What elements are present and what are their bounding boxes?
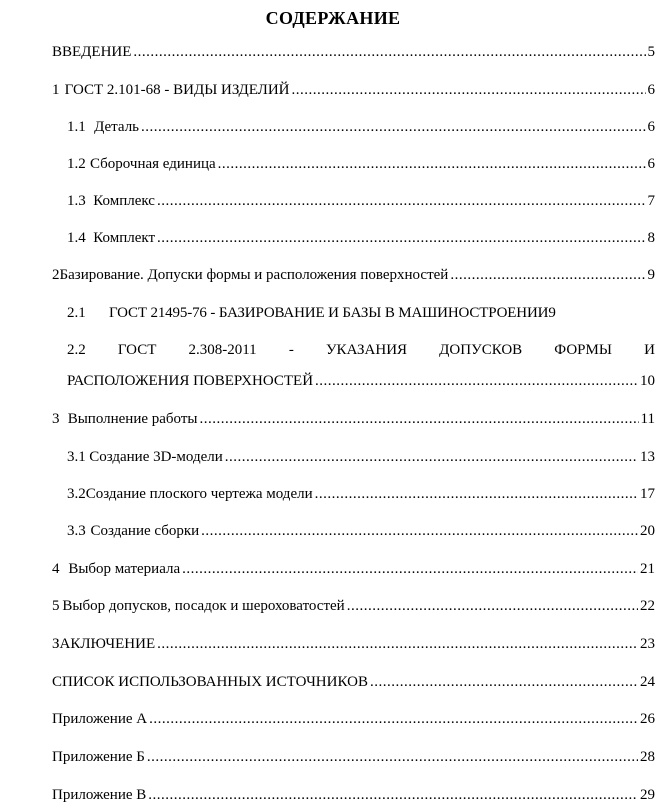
toc-entry-number: 2 xyxy=(52,267,60,283)
toc-entry-word: ДОПУСКОВ xyxy=(439,342,523,358)
toc-entry-number: 3.1 xyxy=(67,449,86,465)
toc-title: СОДЕРЖАНИЕ xyxy=(265,8,401,28)
toc-entry-page: 13 xyxy=(640,449,655,465)
toc-entry-label: ВВЕДЕНИЕ xyxy=(52,44,132,60)
toc-entry-3-1[interactable] xyxy=(67,448,655,467)
toc-entry-number: 3.3 xyxy=(67,523,86,539)
toc-entry-page: 8 xyxy=(647,230,655,246)
toc-entry-page: 23 xyxy=(640,636,655,652)
toc-entry-page: 6 xyxy=(647,156,655,172)
toc-entry-1-4[interactable] xyxy=(67,229,655,248)
toc-entry-3-2[interactable] xyxy=(67,485,655,504)
toc-entry-label: Комплекс xyxy=(93,193,155,209)
toc-entry-page: 24 xyxy=(640,674,655,690)
toc-entry-section-5[interactable] xyxy=(52,597,655,616)
toc-entry-label: Приложение В xyxy=(52,787,147,803)
leader-dots xyxy=(450,266,645,285)
toc-entry-number: 2.1 xyxy=(67,305,86,321)
toc-entry-section-3[interactable] xyxy=(52,410,655,429)
toc-entry-2-1[interactable] xyxy=(67,304,657,323)
toc-entry-label: ГОСТ 2.101-68 - ВИДЫ ИЗДЕЛИЙ xyxy=(64,82,290,98)
toc-entry-1-2[interactable] xyxy=(67,155,655,174)
toc-entry-page: 26 xyxy=(640,711,655,727)
toc-entry-page: 28 xyxy=(640,749,655,765)
leader-dots xyxy=(347,597,638,616)
toc-entry-number: 4 xyxy=(52,561,60,577)
toc-entry-word: И xyxy=(644,342,655,358)
toc-entry-number: 1.3 xyxy=(67,193,86,209)
leader-dots xyxy=(157,635,638,654)
toc-entry-label: Базирование. Допуски формы и расположения поверхностей xyxy=(59,267,449,283)
leader-dots xyxy=(133,43,645,62)
leader-dots xyxy=(157,192,646,211)
toc-entry-word: ФОРМЫ xyxy=(554,342,612,358)
toc-entry-page: 29 xyxy=(640,787,655,803)
toc-entry-number: 1.1 xyxy=(67,119,86,135)
toc-entry-2-2-line1[interactable] xyxy=(67,341,655,360)
toc-entry-appendix-a[interactable] xyxy=(52,710,655,729)
toc-entry-page: 20 xyxy=(640,523,655,539)
toc-entry-references[interactable] xyxy=(52,673,655,692)
toc-entry-label: ГОСТ 21495-76 - БАЗИРОВАНИЕ И БАЗЫ В МАШИНОСТРОЕНИИ xyxy=(109,305,549,321)
toc-entry-page: 9 xyxy=(647,267,655,283)
leader-dots xyxy=(147,748,638,767)
leader-dots xyxy=(315,485,638,504)
toc-entry-introduction[interactable] xyxy=(52,43,655,62)
toc-entry-page: 5 xyxy=(647,44,655,60)
leader-dots xyxy=(315,372,638,391)
leader-dots xyxy=(292,81,646,100)
toc-entry-section-1[interactable] xyxy=(52,81,655,100)
toc-entry-label: Создание сборки xyxy=(90,523,200,539)
toc-entry-appendix-v[interactable] xyxy=(52,786,655,805)
toc-entry-word: УКАЗАНИЯ xyxy=(325,342,408,358)
toc-entry-page: 6 xyxy=(647,82,655,98)
toc-entry-section-4[interactable] xyxy=(52,560,655,579)
leader-dots xyxy=(141,118,645,137)
toc-entry-conclusion[interactable] xyxy=(52,635,655,654)
toc-entry-1-3[interactable] xyxy=(67,192,655,211)
toc-entry-word: 2.308-2011 xyxy=(188,342,257,358)
toc-entry-number: 2.2 xyxy=(67,342,86,358)
leader-dots xyxy=(157,229,645,248)
toc-entry-label: Выполнение работы xyxy=(67,411,198,427)
toc-entry-label: Выбор допусков, посадок и шероховатостей xyxy=(62,598,345,614)
leader-dots xyxy=(200,410,639,429)
toc-entry-number: 3.2 xyxy=(67,486,86,502)
toc-entry-label: Создание 3D-модели xyxy=(89,449,223,465)
toc-entry-section-2[interactable] xyxy=(52,266,655,285)
toc-entry-page: 7 xyxy=(647,193,655,209)
toc-entry-word: - xyxy=(288,342,294,358)
toc-entry-label: РАСПОЛОЖЕНИЯ ПОВЕРХНОСТЕЙ xyxy=(67,373,314,389)
toc-entry-label: Сборочная единица xyxy=(89,156,216,172)
toc-entry-label: Приложение А xyxy=(52,711,148,727)
toc-entry-label: Комплект xyxy=(93,230,156,246)
toc-entry-2-2-line2[interactable] xyxy=(67,372,655,391)
leader-dots xyxy=(182,560,638,579)
toc-entry-label: СПИСОК ИСПОЛЬЗОВАННЫХ ИСТОЧНИКОВ xyxy=(52,674,368,690)
leader-dots xyxy=(225,448,638,467)
toc-entry-number: 3 xyxy=(52,411,60,427)
toc-entry-number: 1.2 xyxy=(67,156,86,172)
toc-entry-number: 1 xyxy=(52,82,60,98)
toc-entry-label: ЗАКЛЮЧЕНИЕ xyxy=(52,636,156,652)
toc-entry-page: 10 xyxy=(640,373,655,389)
toc-entry-label: Выбор материала xyxy=(68,561,181,577)
toc-entry-number: 5 xyxy=(52,598,60,614)
toc-entry-word: ГОСТ xyxy=(117,342,157,358)
leader-dots xyxy=(370,673,638,692)
toc-entry-page: 9 xyxy=(548,305,556,321)
toc-entry-label: Деталь xyxy=(94,119,140,135)
toc-entry-page: 6 xyxy=(647,119,655,135)
toc-entry-3-3[interactable] xyxy=(67,522,655,541)
toc-entry-label: Создание плоского чертежа модели xyxy=(85,486,313,502)
toc-entry-number: 1.4 xyxy=(67,230,86,246)
leader-dots xyxy=(149,710,638,729)
leader-dots xyxy=(201,522,638,541)
leader-dots xyxy=(148,786,638,805)
toc-entry-page: 17 xyxy=(640,486,655,502)
toc-entry-label: Приложение Б xyxy=(52,749,145,765)
toc-entry-page: 22 xyxy=(640,598,655,614)
toc-entry-1-1[interactable] xyxy=(67,118,655,137)
toc-entry-appendix-b[interactable] xyxy=(52,748,655,767)
toc-entry-page: 11 xyxy=(640,411,655,427)
toc-entry-page: 21 xyxy=(640,561,655,577)
leader-dots xyxy=(218,155,646,174)
